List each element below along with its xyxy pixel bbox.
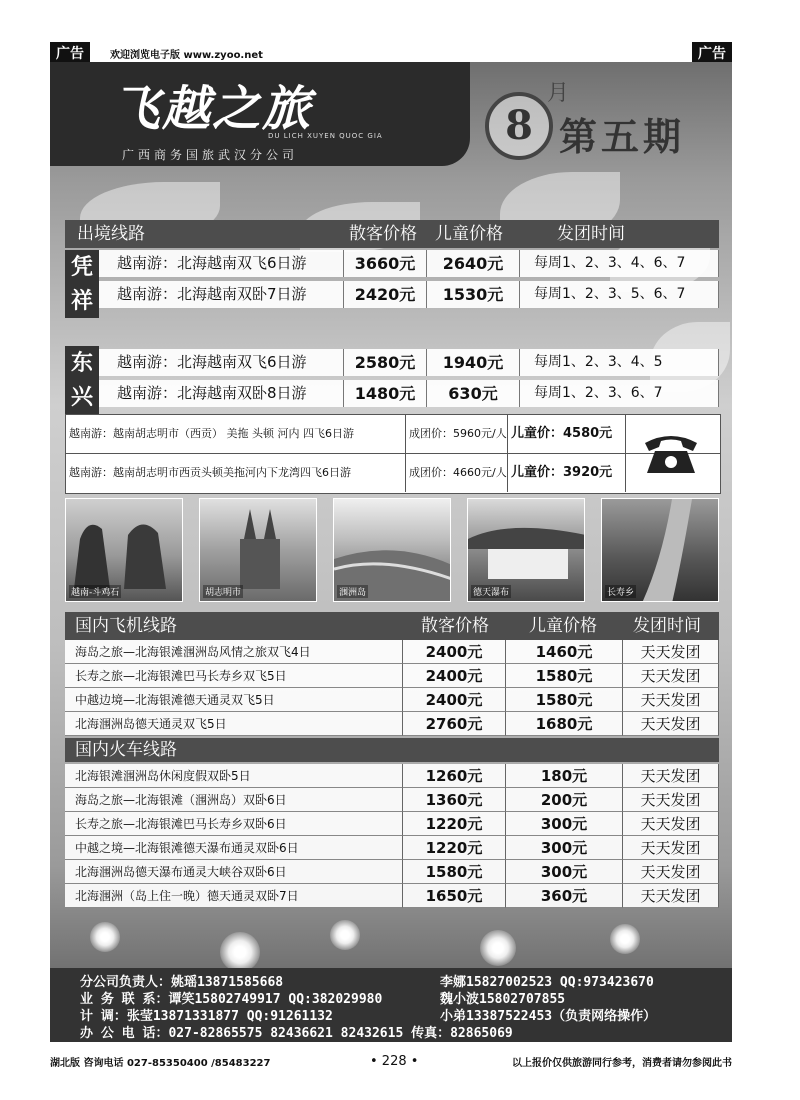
- brand-company: 广西商务国旅武汉分公司: [122, 148, 299, 162]
- issue-label: 第五期: [559, 114, 686, 159]
- route-cell: 中越之境—北海银滩德天瀑布通灵双卧6日: [65, 836, 403, 860]
- outbound-adult-header: 散客价格: [349, 224, 417, 244]
- photo-caption: 德天瀑布: [471, 585, 511, 598]
- photo-detian: [467, 498, 585, 602]
- photo-changshou: [601, 498, 719, 602]
- table-row: [65, 860, 719, 884]
- child-price-cell: 300元: [506, 812, 623, 836]
- schedule-cell: 天天发团: [623, 664, 719, 688]
- domestic-air-header: [65, 612, 719, 640]
- adult-price-cell: 3660元: [344, 250, 427, 277]
- child-price-cell: 180元: [506, 764, 623, 788]
- tour-route-cell: 越南游：越南胡志明市西贡头顿美拖河内下龙湾四飞6日游: [66, 454, 406, 492]
- route-cell: 越南游：北海越南双飞6日游: [99, 349, 344, 376]
- child-price-cell: 360元: [506, 884, 623, 908]
- schedule-cell: 天天发团: [623, 640, 719, 664]
- schedule-cell: 天天发团: [623, 836, 719, 860]
- schedule-cell: 每周1、2、3、6、7: [520, 380, 719, 407]
- child-price-cell: 200元: [506, 788, 623, 812]
- flower-icon: [330, 920, 360, 950]
- route-cell: 海岛之旅—北海银滩（涠洲岛）双卧6日: [65, 788, 403, 812]
- table-row: [65, 764, 719, 788]
- schedule-cell: 天天发团: [623, 688, 719, 712]
- issue-badge: [475, 72, 725, 162]
- photo-caption: 长寿乡: [605, 585, 636, 598]
- contact-line-1-right: 李娜15827002523 QQ:973423670: [440, 975, 654, 990]
- schedule-cell: 天天发团: [623, 788, 719, 812]
- group-price-cell: 成团价：4660元/人: [406, 454, 508, 492]
- adult-price-cell: 1580元: [403, 860, 506, 884]
- table-row: [66, 454, 720, 492]
- schedule-cell: 每周1、2、3、4、5: [520, 349, 719, 376]
- child-price-cell: 300元: [506, 836, 623, 860]
- group-price-cell: 成团价：5960元/人: [406, 415, 508, 453]
- schedule-cell: 天天发团: [623, 812, 719, 836]
- flyer-body: [50, 62, 732, 1042]
- child-price-cell: 1580元: [506, 688, 623, 712]
- schedule-cell: 每周1、2、3、5、6、7: [520, 281, 719, 308]
- photo-caption: 涠洲岛: [337, 585, 368, 598]
- child-price-cell: 2640元: [427, 250, 520, 277]
- flower-icon: [480, 930, 516, 966]
- outbound-child-header: 儿童价格: [435, 224, 503, 244]
- adult-price-cell: 2580元: [344, 349, 427, 376]
- adult-price-cell: 2400元: [403, 640, 506, 664]
- flower-decoration: [50, 902, 732, 972]
- contact-block: [50, 968, 732, 1042]
- contact-line-3-left: 计 调：张莹13871331877 QQ:91261132: [80, 1009, 333, 1024]
- schedule-cell: 天天发团: [623, 860, 719, 884]
- domestic-air-route-header: 国内飞机线路: [75, 616, 177, 636]
- issue-number: 8: [485, 92, 553, 160]
- outbound-header: [65, 220, 719, 248]
- table-row: [99, 281, 719, 308]
- page-number: • 228 •: [370, 1054, 419, 1069]
- adult-price-cell: 1360元: [403, 788, 506, 812]
- domestic-air-child-header: 儿童价格: [529, 616, 597, 636]
- brand-logo: 飞越之旅: [112, 81, 313, 137]
- route-cell: 海岛之旅—北海银滩涠洲岛风情之旅双飞4日: [65, 640, 403, 664]
- contact-line-1-left: 分公司负责人：姚瑶13871585668: [80, 975, 284, 990]
- adult-price-cell: 1480元: [344, 380, 427, 407]
- domestic-train-header: [65, 738, 719, 762]
- table-row: [66, 415, 720, 454]
- schedule-cell: 天天发团: [623, 884, 719, 908]
- welcome-text: 欢迎浏览电子版 www.zyoo.net: [110, 50, 263, 61]
- adult-price-cell: 2400元: [403, 688, 506, 712]
- table-row: [65, 712, 719, 736]
- schedule-cell: 每周1、2、3、4、6、7: [520, 250, 719, 277]
- table-row: [65, 836, 719, 860]
- domestic-train-route-header: 国内火车线路: [75, 740, 177, 760]
- flower-icon: [610, 924, 640, 954]
- flower-icon: [220, 932, 260, 972]
- route-cell: 中越边境—北海银滩德天通灵双飞5日: [65, 688, 403, 712]
- adult-price-cell: 1220元: [403, 836, 506, 860]
- vietnam-tour-table: [65, 414, 721, 494]
- group-label-dongxing: 东 兴: [65, 346, 99, 414]
- brand-banner: [50, 62, 470, 166]
- footer: [50, 1054, 732, 1072]
- table-row: [99, 380, 719, 407]
- adult-price-cell: 1220元: [403, 812, 506, 836]
- child-price-cell: 300元: [506, 860, 623, 884]
- table-row: [65, 664, 719, 688]
- route-cell: 长寿之旅—北海银滩巴马长寿乡双飞5日: [65, 664, 403, 688]
- child-price-cell: 1580元: [506, 664, 623, 688]
- ad-label-left: 广告: [50, 42, 90, 64]
- route-cell: 北海银滩涠洲岛休闲度假双卧5日: [65, 764, 403, 788]
- footer-hotline: 湖北版 咨询电话 027-85350400 /85483227: [50, 1058, 271, 1069]
- issue-month: 月: [547, 81, 570, 106]
- tour-child-price-cell: 儿童价：3920元: [508, 454, 626, 492]
- child-price-cell: 1460元: [506, 640, 623, 664]
- top-bar: [50, 42, 732, 64]
- child-price-cell: 1940元: [427, 349, 520, 376]
- adult-price-cell: 1650元: [403, 884, 506, 908]
- table-row: [65, 688, 719, 712]
- child-price-cell: 1530元: [427, 281, 520, 308]
- tour-route-cell: 越南游：越南胡志明市（西贡） 美拖 头顿 河内 四飞6日游: [66, 415, 406, 453]
- child-price-cell: 1680元: [506, 712, 623, 736]
- photo-caption: 胡志明市: [203, 585, 243, 598]
- tour-child-price-cell: 儿童价：4580元: [508, 415, 626, 453]
- photo-halong: [65, 498, 183, 602]
- photo-caption: 越南-斗鸡石: [69, 585, 121, 598]
- photo-hcmc: [199, 498, 317, 602]
- group-label-pingxiang: 凭 祥: [65, 250, 99, 318]
- adult-price-cell: 2400元: [403, 664, 506, 688]
- route-cell: 越南游：北海越南双飞6日游: [99, 250, 344, 277]
- outbound-route-header: 出境线路: [77, 224, 145, 244]
- route-cell: 越南游：北海越南双卧7日游: [99, 281, 344, 308]
- contact-line-4: 办 公 电 话：027-82865575 82436621 82432615 传真：82865069: [80, 1026, 513, 1041]
- contact-line-3-right: 小弟13387522453（负责网络操作）: [440, 1009, 657, 1024]
- brand-subtitle: DU LICH XUYEN QUOC GIA: [268, 132, 383, 140]
- ad-label-right: 广告: [692, 42, 732, 64]
- photo-strip: [65, 498, 719, 604]
- domestic-air-schedule-header: 发团时间: [633, 616, 701, 636]
- adult-price-cell: 1260元: [403, 764, 506, 788]
- route-cell: 北海涠洲（岛上住一晚）德天通灵双卧7日: [65, 884, 403, 908]
- child-price-cell: 630元: [427, 380, 520, 407]
- route-cell: 长寿之旅—北海银滩巴马长寿乡双卧6日: [65, 812, 403, 836]
- route-cell: 越南游：北海越南双卧8日游: [99, 380, 344, 407]
- footer-disclaimer: 以上报价仅供旅游同行参考，消费者请勿参阅此书: [512, 1058, 732, 1069]
- schedule-cell: 天天发团: [623, 764, 719, 788]
- adult-price-cell: 2420元: [344, 281, 427, 308]
- route-cell: 北海涠洲岛德天通灵双飞5日: [65, 712, 403, 736]
- table-row: [65, 640, 719, 664]
- contact-line-2-left: 业 务 联 系：谭笑15802749917 QQ:382029980: [80, 992, 383, 1007]
- table-row: [99, 349, 719, 376]
- telephone-icon: [641, 429, 701, 477]
- photo-weizhou: [333, 498, 451, 602]
- contact-line-2-right: 魏小波15802707855: [440, 992, 566, 1007]
- table-row: [65, 788, 719, 812]
- route-cell: 北海涠洲岛德天瀑布通灵大峡谷双卧6日: [65, 860, 403, 884]
- flower-icon: [90, 922, 120, 952]
- adult-price-cell: 2760元: [403, 712, 506, 736]
- domestic-air-adult-header: 散客价格: [421, 616, 489, 636]
- schedule-cell: 天天发团: [623, 712, 719, 736]
- table-row: [65, 812, 719, 836]
- outbound-schedule-header: 发团时间: [557, 224, 625, 244]
- table-row: [99, 250, 719, 277]
